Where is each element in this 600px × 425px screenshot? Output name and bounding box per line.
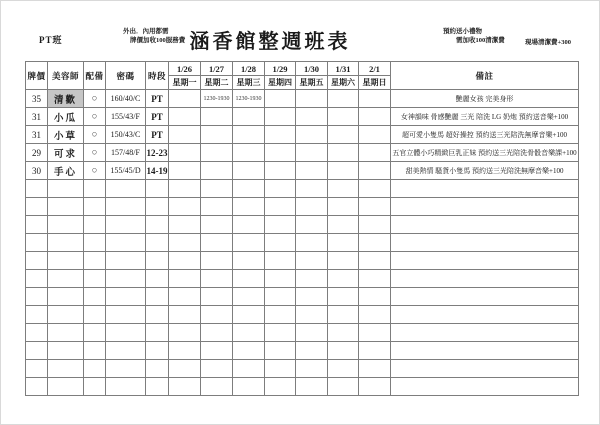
price-cell — [26, 288, 48, 306]
schedule-cell — [265, 180, 296, 198]
day-weekday-header: 星期一 — [169, 76, 201, 90]
remark-cell: 甜美熱情 騷貨小隻馬 預約送三光陪洗無摩音樂+100 — [391, 162, 579, 180]
remark-cell — [391, 270, 579, 288]
price-cell: 35 — [26, 90, 48, 108]
remark-cell: 女神韻味 骨感艷麗 三光 陪洗 LG 奶炮 預約送音樂+100 — [391, 108, 579, 126]
timeslot-cell — [146, 378, 169, 396]
schedule-cell — [296, 360, 328, 378]
schedule-cell — [328, 378, 359, 396]
schedule-cell — [328, 198, 359, 216]
schedule-cell — [359, 360, 391, 378]
timeslot-cell: PT — [146, 108, 169, 126]
day-weekday-header: 星期三 — [233, 76, 265, 90]
day-weekday-header: 星期五 — [296, 76, 328, 90]
schedule-cell — [296, 162, 328, 180]
schedule-cell — [233, 162, 265, 180]
schedule-cell — [265, 162, 296, 180]
schedule-cell — [328, 360, 359, 378]
timeslot-cell — [146, 360, 169, 378]
shift-label: PT班 — [39, 35, 63, 45]
schedule-cell — [169, 216, 201, 234]
schedule-cell — [201, 126, 233, 144]
day-weekday-header: 星期二 — [201, 76, 233, 90]
schedule-cell — [233, 126, 265, 144]
price-cell — [26, 252, 48, 270]
schedule-cell — [359, 234, 391, 252]
schedule-cell — [359, 108, 391, 126]
schedule-cell — [201, 180, 233, 198]
schedule-cell — [296, 90, 328, 108]
schedule-cell — [265, 144, 296, 162]
equipment-mark: ○ — [84, 108, 106, 126]
password-cell: 155/45/D — [106, 162, 146, 180]
onsite-cleaning-fee-note: 現場清潔費+300 — [525, 39, 571, 46]
password-cell — [106, 180, 146, 198]
day-date-header: 1/30 — [296, 62, 328, 76]
schedule-cell — [328, 108, 359, 126]
schedule-cell — [359, 144, 391, 162]
empty-row — [26, 198, 579, 216]
schedule-cell — [296, 108, 328, 126]
password-cell: 157/48/F — [106, 144, 146, 162]
beautician-name — [48, 270, 84, 288]
schedule-cell — [169, 108, 201, 126]
empty-row — [26, 324, 579, 342]
schedule-cell — [233, 234, 265, 252]
schedule-cell — [328, 180, 359, 198]
schedule-cell — [233, 180, 265, 198]
equipment-mark: ○ — [84, 162, 106, 180]
price-cell — [26, 198, 48, 216]
schedule-cell — [169, 252, 201, 270]
beautician-name — [48, 180, 84, 198]
password-cell — [106, 288, 146, 306]
schedule-cell — [233, 324, 265, 342]
schedule-cell — [265, 108, 296, 126]
password-cell — [106, 360, 146, 378]
schedule-cell — [169, 162, 201, 180]
beautician-name: 可求 — [48, 144, 84, 162]
schedule-cell — [265, 126, 296, 144]
schedule-cell — [233, 270, 265, 288]
empty-row — [26, 378, 579, 396]
price-cell — [26, 306, 48, 324]
beautician-name: 小瓜 — [48, 108, 84, 126]
day-date-header: 2/1 — [359, 62, 391, 76]
schedule-cell — [265, 324, 296, 342]
schedule-cell — [233, 360, 265, 378]
schedule-cell — [233, 306, 265, 324]
price-cell: 30 — [26, 162, 48, 180]
equipment-mark — [84, 306, 106, 324]
remark-cell: 超可愛小隻馬 超好操控 預約送三光陪洗無摩音樂+100 — [391, 126, 579, 144]
schedule-cell — [233, 198, 265, 216]
schedule-cell — [201, 324, 233, 342]
schedule-cell — [169, 270, 201, 288]
schedule-cell — [169, 180, 201, 198]
schedule-cell — [201, 306, 233, 324]
price-cell — [26, 378, 48, 396]
schedule-cell — [169, 144, 201, 162]
beautician-name — [48, 324, 84, 342]
schedule-cell — [296, 252, 328, 270]
schedule-cell — [328, 90, 359, 108]
col-header-equipment: 配備 — [84, 62, 106, 90]
col-header-password: 密碼 — [106, 62, 146, 90]
timeslot-cell — [146, 342, 169, 360]
beautician-name: 手心 — [48, 162, 84, 180]
price-cell — [26, 342, 48, 360]
beautician-name — [48, 198, 84, 216]
password-cell: 150/43/C — [106, 126, 146, 144]
schedule-cell — [265, 90, 296, 108]
equipment-mark — [84, 216, 106, 234]
remark-cell — [391, 216, 579, 234]
schedule-cell — [328, 324, 359, 342]
empty-row — [26, 180, 579, 198]
schedule-cell — [201, 378, 233, 396]
schedule-cell — [265, 288, 296, 306]
schedule-cell — [169, 126, 201, 144]
schedule-cell — [169, 90, 201, 108]
timeslot-cell — [146, 216, 169, 234]
beautician-name — [48, 234, 84, 252]
timeslot-cell — [146, 270, 169, 288]
schedule-cell: 1230-1930 — [233, 90, 265, 108]
remark-cell — [391, 324, 579, 342]
schedule-cell — [328, 144, 359, 162]
schedule-cell — [328, 288, 359, 306]
timeslot-cell — [146, 252, 169, 270]
remark-cell — [391, 378, 579, 396]
staff-row — [26, 162, 579, 180]
password-cell — [106, 216, 146, 234]
schedule-cell — [359, 324, 391, 342]
booking-gift-note-line1: 預約送小禮物 — [443, 28, 482, 35]
schedule-cell — [233, 288, 265, 306]
schedule-cell — [201, 144, 233, 162]
remark-cell — [391, 360, 579, 378]
schedule-cell — [233, 342, 265, 360]
password-cell: 155/43/F — [106, 108, 146, 126]
empty-row — [26, 288, 579, 306]
schedule-cell — [296, 306, 328, 324]
remark-cell: 五官立體小巧精緻巨乳正妹 預約送三光陪洗骨骰音樂課+100 — [391, 144, 579, 162]
schedule-cell — [296, 288, 328, 306]
schedule-cell — [265, 234, 296, 252]
password-cell — [106, 306, 146, 324]
schedule-cell — [169, 306, 201, 324]
password-cell — [106, 234, 146, 252]
beautician-name — [48, 378, 84, 396]
empty-row — [26, 234, 579, 252]
day-date-header: 1/27 — [201, 62, 233, 76]
schedule-cell — [265, 252, 296, 270]
equipment-mark — [84, 198, 106, 216]
timeslot-cell: 14-19 — [146, 162, 169, 180]
beautician-name — [48, 306, 84, 324]
equipment-mark — [84, 288, 106, 306]
remark-cell: 艷麗女孩 完美身形 — [391, 90, 579, 108]
schedule-cell — [169, 234, 201, 252]
schedule-cell — [359, 252, 391, 270]
equipment-mark — [84, 342, 106, 360]
price-cell: 31 — [26, 126, 48, 144]
empty-row — [26, 252, 579, 270]
schedule-cell — [359, 126, 391, 144]
schedule-cell — [296, 126, 328, 144]
timeslot-cell: 12-23 — [146, 144, 169, 162]
schedule-cell — [233, 108, 265, 126]
schedule-cell — [169, 360, 201, 378]
col-header-price: 牌價 — [26, 62, 48, 90]
schedule-cell — [233, 216, 265, 234]
schedule-cell — [296, 270, 328, 288]
schedule-cell — [201, 288, 233, 306]
price-cell — [26, 324, 48, 342]
remark-cell — [391, 198, 579, 216]
day-weekday-header: 星期六 — [328, 76, 359, 90]
equipment-mark: ○ — [84, 90, 106, 108]
equipment-mark — [84, 270, 106, 288]
beautician-name: 清歡 — [48, 90, 84, 108]
price-cell — [26, 360, 48, 378]
schedule-cell — [359, 270, 391, 288]
day-date-header: 1/31 — [328, 62, 359, 76]
price-cell — [26, 180, 48, 198]
schedule-cell — [359, 306, 391, 324]
schedule-cell — [296, 198, 328, 216]
timeslot-cell — [146, 306, 169, 324]
empty-row — [26, 306, 579, 324]
col-header-remarks: 備註 — [391, 62, 579, 90]
remark-cell — [391, 234, 579, 252]
schedule-cell — [328, 162, 359, 180]
password-cell: 160/40/C — [106, 90, 146, 108]
service-fee-note-line1: 外出．內用都需 — [123, 28, 169, 35]
schedule-cell — [359, 378, 391, 396]
schedule-cell — [169, 342, 201, 360]
schedule-cell — [328, 306, 359, 324]
equipment-mark: ○ — [84, 144, 106, 162]
equipment-mark — [84, 360, 106, 378]
price-cell — [26, 216, 48, 234]
price-cell: 29 — [26, 144, 48, 162]
equipment-mark — [84, 252, 106, 270]
schedule-cell — [296, 144, 328, 162]
beautician-name — [48, 252, 84, 270]
password-cell — [106, 252, 146, 270]
schedule-cell — [328, 216, 359, 234]
equipment-mark — [84, 378, 106, 396]
schedule-cell — [265, 306, 296, 324]
price-cell — [26, 270, 48, 288]
password-cell — [106, 378, 146, 396]
schedule-cell — [296, 180, 328, 198]
remark-cell — [391, 288, 579, 306]
schedule-cell — [359, 90, 391, 108]
remark-cell — [391, 252, 579, 270]
staff-row — [26, 126, 579, 144]
beautician-name — [48, 288, 84, 306]
beautician-name: 小草 — [48, 126, 84, 144]
empty-row — [26, 342, 579, 360]
schedule-cell — [201, 162, 233, 180]
service-fee-note-line2: 牌價加收100服務費 — [130, 36, 186, 44]
equipment-mark — [84, 180, 106, 198]
password-cell — [106, 342, 146, 360]
password-cell — [106, 270, 146, 288]
timeslot-cell — [146, 198, 169, 216]
timeslot-cell — [146, 288, 169, 306]
schedule-cell — [328, 252, 359, 270]
schedule-cell — [265, 216, 296, 234]
empty-row — [26, 270, 579, 288]
schedule-cell — [201, 252, 233, 270]
schedule-cell — [359, 180, 391, 198]
day-date-header: 1/28 — [233, 62, 265, 76]
schedule-cell — [328, 342, 359, 360]
empty-row — [26, 216, 579, 234]
page-title: 涵香館整週班表 — [189, 31, 351, 53]
staff-row — [26, 108, 579, 126]
col-header-timeslot: 時段 — [146, 62, 169, 90]
schedule-cell — [296, 378, 328, 396]
schedule-cell — [359, 198, 391, 216]
password-cell — [106, 324, 146, 342]
schedule-cell — [359, 162, 391, 180]
schedule-cell — [201, 342, 233, 360]
remark-cell — [391, 342, 579, 360]
schedule-cell — [201, 360, 233, 378]
schedule-cell — [201, 108, 233, 126]
schedule-cell: 1230-1930 — [201, 90, 233, 108]
staff-row — [26, 90, 579, 108]
timeslot-cell: PT — [146, 90, 169, 108]
schedule-cell — [233, 252, 265, 270]
schedule-cell — [265, 270, 296, 288]
weekly-schedule-table — [25, 61, 579, 396]
day-weekday-header: 星期日 — [359, 76, 391, 90]
equipment-mark — [84, 234, 106, 252]
day-date-header: 1/26 — [169, 62, 201, 76]
equipment-mark — [84, 324, 106, 342]
timeslot-cell — [146, 234, 169, 252]
schedule-cell — [359, 342, 391, 360]
password-cell — [106, 198, 146, 216]
schedule-cell — [169, 288, 201, 306]
equipment-mark: ○ — [84, 126, 106, 144]
schedule-cell — [201, 198, 233, 216]
schedule-cell — [169, 378, 201, 396]
schedule-cell — [265, 342, 296, 360]
empty-row — [26, 360, 579, 378]
timeslot-cell: PT — [146, 126, 169, 144]
beautician-name — [48, 342, 84, 360]
schedule-cell — [359, 288, 391, 306]
col-header-beautician: 美容師 — [48, 62, 84, 90]
schedule-cell — [169, 324, 201, 342]
schedule-cell — [359, 216, 391, 234]
schedule-cell — [328, 126, 359, 144]
schedule-cell — [328, 234, 359, 252]
schedule-cell — [265, 198, 296, 216]
remark-cell — [391, 180, 579, 198]
schedule-cell — [296, 342, 328, 360]
schedule-cell — [233, 378, 265, 396]
day-weekday-header: 星期四 — [265, 76, 296, 90]
day-date-header: 1/29 — [265, 62, 296, 76]
schedule-cell — [328, 270, 359, 288]
price-cell — [26, 234, 48, 252]
schedule-cell — [265, 360, 296, 378]
schedule-cell — [201, 270, 233, 288]
schedule-cell — [265, 378, 296, 396]
schedule-cell — [296, 216, 328, 234]
beautician-name — [48, 360, 84, 378]
price-cell: 31 — [26, 108, 48, 126]
booking-gift-note — [443, 28, 505, 45]
schedule-cell — [296, 234, 328, 252]
booking-gift-note-line2: 需加收100清潔費 — [456, 36, 505, 44]
staff-row — [26, 144, 579, 162]
schedule-cell — [233, 144, 265, 162]
schedule-cell — [201, 234, 233, 252]
timeslot-cell — [146, 180, 169, 198]
beautician-name — [48, 216, 84, 234]
schedule-cell — [296, 324, 328, 342]
schedule-cell — [201, 216, 233, 234]
schedule-cell — [169, 198, 201, 216]
timeslot-cell — [146, 324, 169, 342]
remark-cell — [391, 306, 579, 324]
